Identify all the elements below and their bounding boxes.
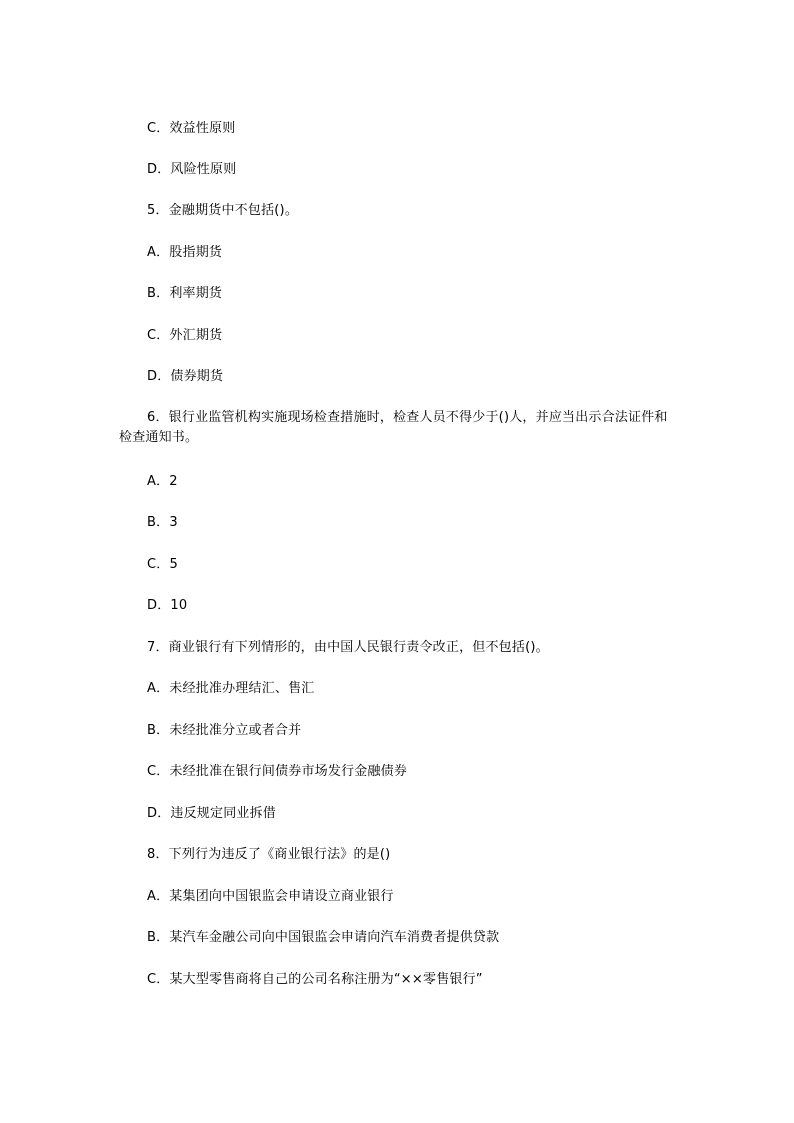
option-d-q6: D．10	[147, 598, 188, 613]
option-a-q8: A．某集团向中国银监会申请设立商业银行	[147, 889, 394, 904]
option-b-q8: B．某汽车金融公司向中国银监会申请向汽车消费者提供贷款	[147, 930, 500, 945]
option-a-q6: A．2	[147, 474, 178, 489]
option-c-q6: C．5	[147, 557, 178, 572]
option-c-q5: C．外汇期货	[147, 328, 223, 343]
option-c-q4: C．效益性原则	[147, 121, 236, 136]
option-a-q5: A．股指期货	[147, 245, 223, 260]
option-c-q7: C．未经批准在银行间债券市场发行金融债券	[147, 764, 408, 779]
question-7: 7．商业银行有下列情形的，由中国人民银行责令改正，但不包括()。	[147, 640, 549, 655]
option-d-q5: D．债券期货	[147, 369, 224, 384]
option-b-q7: B．未经批准分立或者合并	[147, 723, 302, 738]
option-b-q5: B．利率期货	[147, 286, 223, 301]
question-8: 8．下列行为违反了《商业银行法》的是()	[147, 847, 391, 862]
option-d-q7: D．违反规定同业拆借	[147, 806, 277, 821]
question-6: 6．银行业监管机构实施现场检查措施时，检查人员不得少于()人，并应当出示合法证件和检查通知书。	[119, 410, 668, 445]
option-a-q7: A．未经批准办理结汇、售汇	[147, 681, 315, 696]
question-5: 5．金融期货中不包括()。	[147, 203, 299, 218]
option-b-q6: B．3	[147, 515, 178, 530]
option-c-q8: C．某大型零售商将自己的公司名称注册为“××零售银行”	[147, 972, 483, 987]
option-d-q4: D．风险性原则	[147, 162, 237, 177]
